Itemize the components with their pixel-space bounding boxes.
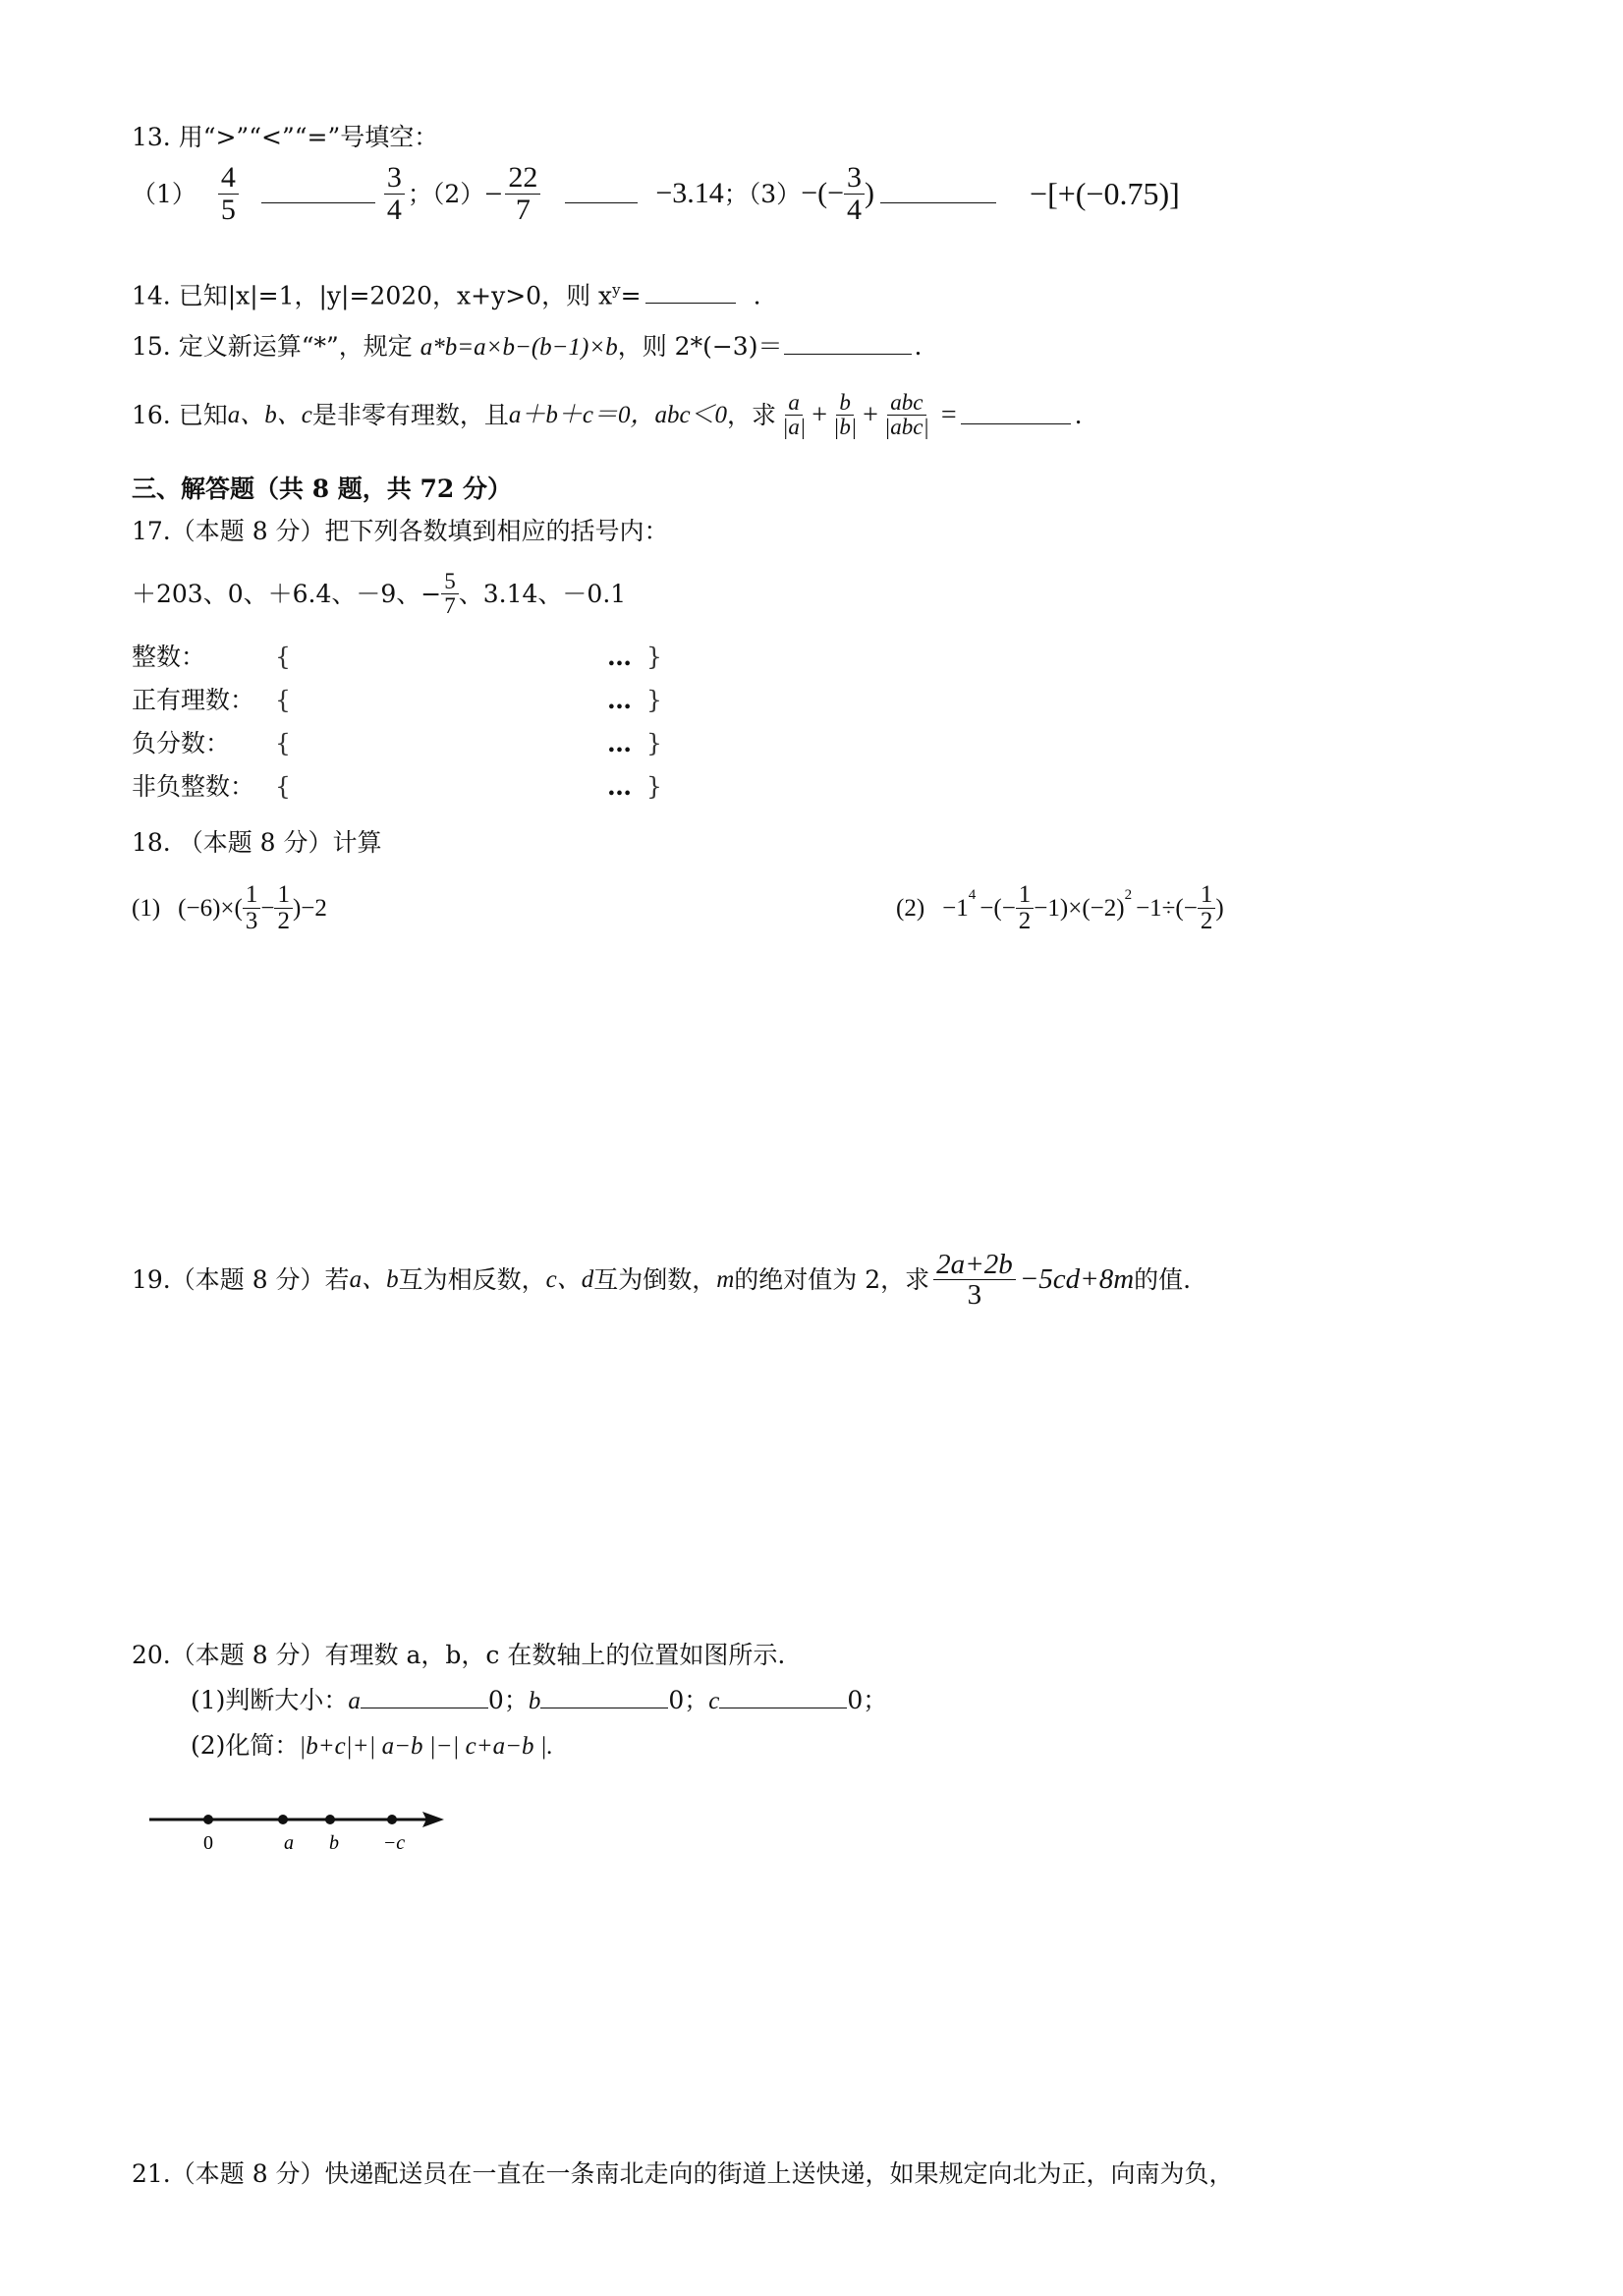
q13-p2-sign: − [484,176,503,211]
q17-category-label: 整数： [132,643,206,671]
q13-p1-answer-blank[interactable] [261,185,375,203]
q17-numbers-post: 、3.14、－0.1 [458,580,627,609]
q20-zero-c: 0； [847,1686,888,1714]
fraction-numerator: abc [887,391,925,416]
q14-line [132,283,761,308]
q13-p1-lhs-fraction [218,162,239,225]
section-heading: 三、解答题（共 8 题，共 72 分） [132,475,513,503]
q17-answer-field[interactable] [301,644,733,670]
q20-part2 [191,1733,553,1759]
q14-period: . [753,281,761,310]
q21-line: 21.（本题 8 分）快递配送员在一直在一条南北走向的街道上送快递，如果规定向北为正，向南为负， [132,2159,1234,2188]
fraction-denominator: |b| [833,415,858,440]
axis-label-a: a [284,1832,294,1854]
q17-category-row [132,644,682,674]
axis-label-b: b [329,1832,339,1854]
q18-p2-expr-c: −1)×(−2) [1034,895,1125,923]
q16-answer-blank[interactable] [961,406,1071,424]
q13-p3-fraction [844,162,865,225]
q14-answer-blank[interactable] [645,285,736,304]
q18-p2-expr-b: −(− [979,895,1016,923]
q13-p3-post: ) [865,177,875,209]
fraction-denominator: 5 [220,193,236,226]
q16-fraction-abc [881,391,932,439]
ellipsis: … [607,772,632,801]
q18-part2 [896,882,1224,935]
point-a [278,1815,288,1824]
q19-cd: c、d [545,1266,594,1294]
q13-sep2: ；（3） [723,179,802,208]
q15-period: . [914,332,923,361]
q16-text-mid: 是非零有理数，且 [311,401,509,430]
q19-text: 19.（本题 8 分）若 [132,1265,350,1295]
fraction-denominator: 4 [847,193,863,226]
q13-sep1: ；（2） [407,179,485,208]
q18-p1-fraction-1 [243,882,261,935]
q17-fraction [441,570,459,618]
fraction-denominator: 2 [277,908,290,935]
fraction-numerator: 3 [384,162,405,195]
fraction-denominator: 2 [1200,908,1213,935]
fraction-numerator: 1 [274,882,293,909]
q17-category-row [132,731,682,760]
exponent: 4 [968,887,977,903]
q20-p2-text: (2)化简： [191,1731,300,1760]
q17-category-row [132,774,682,804]
q20-var-c: c [708,1688,720,1714]
q19-text-3: 的绝对值为 2，求 [734,1265,930,1295]
q20-p1-text: (1)判断大小： [191,1686,349,1714]
q13-p1-label: （1） [132,179,196,208]
fraction-numerator: 4 [218,162,239,195]
ellipsis: … [607,643,632,671]
q18-p2-expr-d: −1÷(− [1136,895,1198,923]
q13-p3-pre: −(− [801,177,845,209]
q13-parts [132,162,1180,225]
q18-p1-expr-a: (−6)×( [178,895,243,923]
q13-p3-rhs: −[+(−0.75)] [1030,176,1180,211]
q16-variables: a、b、c [227,402,312,429]
q14-exponent: y [612,281,621,299]
q14-equals: = [620,281,642,310]
fraction-numerator: 1 [243,882,261,909]
open-brace: { [275,643,291,671]
q17-answer-field[interactable] [301,774,733,800]
q20-a-blank[interactable] [361,1690,488,1708]
open-brace: { [275,686,291,714]
q17-category-label: 负分数： [132,729,231,757]
q13-p3-answer-blank[interactable] [880,185,996,203]
open-brace: { [275,729,291,757]
q13-p2-rhs: −3.14 [655,177,724,209]
q20-stem: 20.（本题 8 分）有理数 a，b，c 在数轴上的位置如图所示. [132,1641,786,1669]
q16-ask: ，求 [727,401,777,430]
q19-text-1: 互为相反数， [398,1265,546,1295]
close-brace: } [646,772,662,801]
fraction-numerator: 3 [844,162,865,195]
point-zero [203,1815,213,1824]
fraction-numerator: b [836,391,854,416]
q18-p1-label: (1) [132,895,161,923]
fraction-numerator: 1 [1198,882,1216,909]
fraction-denominator: 3 [967,1279,982,1312]
q20-part1 [191,1688,887,1713]
q17-answer-field[interactable] [301,731,733,756]
close-brace: } [646,643,662,671]
q15-operation-definition: a*b=a×b−(b−1)×b [420,334,618,361]
q17-category-row [132,688,682,717]
q19-line [132,1250,1191,1311]
fraction-numerator: 5 [441,570,459,594]
q19-text-2: 互为倒数， [593,1265,717,1295]
point-neg-c [387,1815,397,1824]
q18-p2-expr-e: ) [1215,895,1224,923]
q16-text: 16. 已知 [132,401,228,430]
fraction-denominator: |abc| [883,415,929,440]
equals-sign: = [940,399,957,430]
fraction-numerator: a [785,391,803,416]
q16-conditions: a＋b＋c＝0，abc＜0 [508,402,728,429]
q20-zero-a: 0； [487,1686,529,1714]
ellipsis: … [607,686,632,714]
fraction-numerator: 1 [1016,882,1035,909]
q19-ab: a、b [349,1266,399,1294]
q18-part1 [132,882,327,935]
q19-fraction [933,1250,1016,1311]
q16-line [132,391,1083,439]
q19-expression: −5cd+8m [1019,1263,1135,1296]
q17-category-label: 正有理数： [132,686,255,714]
q13-p2-answer-blank[interactable] [565,185,638,203]
q13-p1-rhs-fraction [384,162,405,225]
fraction-denominator: |a| [782,415,807,440]
plus-sign: + [812,399,828,430]
axis-label-zero: 0 [203,1832,213,1854]
q16-period: . [1074,401,1083,430]
q18-stem: 18. （本题 8 分）计算 [132,828,382,857]
q18-p1-fraction-2 [274,882,293,935]
q17-stem: 17.（本题 8 分）把下列各数填到相应的括号内： [132,517,669,545]
fraction-numerator: 2a+2b [933,1250,1016,1280]
open-brace: { [275,772,291,801]
q18-p2-label: (2) [896,895,925,923]
q20-var-a: a [348,1688,361,1714]
number-line [147,1798,462,1857]
q20-p2-expression: |b+c|+| a−b |−| c+a−b |. [299,1733,553,1760]
fraction-numerator: 22 [505,162,540,195]
q20-var-b: b [528,1688,541,1714]
plus-sign: + [863,399,878,430]
minus-sign: − [260,895,275,923]
q18-p2-fraction-2 [1198,882,1216,935]
fraction-denominator: 3 [245,908,258,935]
axis-label-neg-c: −c [382,1832,406,1854]
q16-fraction-a [779,391,809,439]
close-brace: } [646,686,662,714]
q20-c-blank[interactable] [719,1690,847,1708]
q17-numbers-pre: ＋203、0、＋6.4、－9、− [132,580,442,609]
q19-text-end: 的值. [1134,1265,1192,1295]
q18-p2-fraction-1 [1016,882,1035,935]
q20-zero-b: 0； [668,1686,709,1714]
q17-numbers [132,570,626,618]
fraction-denominator: 4 [386,193,402,226]
q20-b-blank[interactable] [540,1690,668,1708]
q15-answer-blank[interactable] [784,336,912,355]
fraction-denominator: 2 [1018,908,1032,935]
q14-text: 14. 已知|x|=1，|y|=2020，x+y>0，则 x [132,281,613,310]
ellipsis: … [607,729,632,757]
fraction-denominator: 7 [444,593,456,619]
close-brace: } [646,729,662,757]
q13-stem: 13. 用“>”“<”“=”号填空： [132,123,439,151]
q18-p2-expr-a: −1 [942,895,969,923]
exponent: 2 [1124,887,1133,903]
q13-p2-fraction [505,162,540,225]
q15-text: 15. 定义新运算“*”，规定 [132,332,420,361]
q19-m: m [716,1266,735,1294]
fraction-denominator: 7 [515,193,531,226]
q15-question: ，则 2*(−3)＝ [617,332,783,361]
q15-line [132,334,922,360]
q17-answer-field[interactable] [301,688,733,713]
point-b [325,1815,335,1824]
q18-p1-expr-b: )−2 [292,895,327,923]
q17-category-label: 非负整数： [132,772,255,801]
q16-fraction-b [830,391,860,439]
